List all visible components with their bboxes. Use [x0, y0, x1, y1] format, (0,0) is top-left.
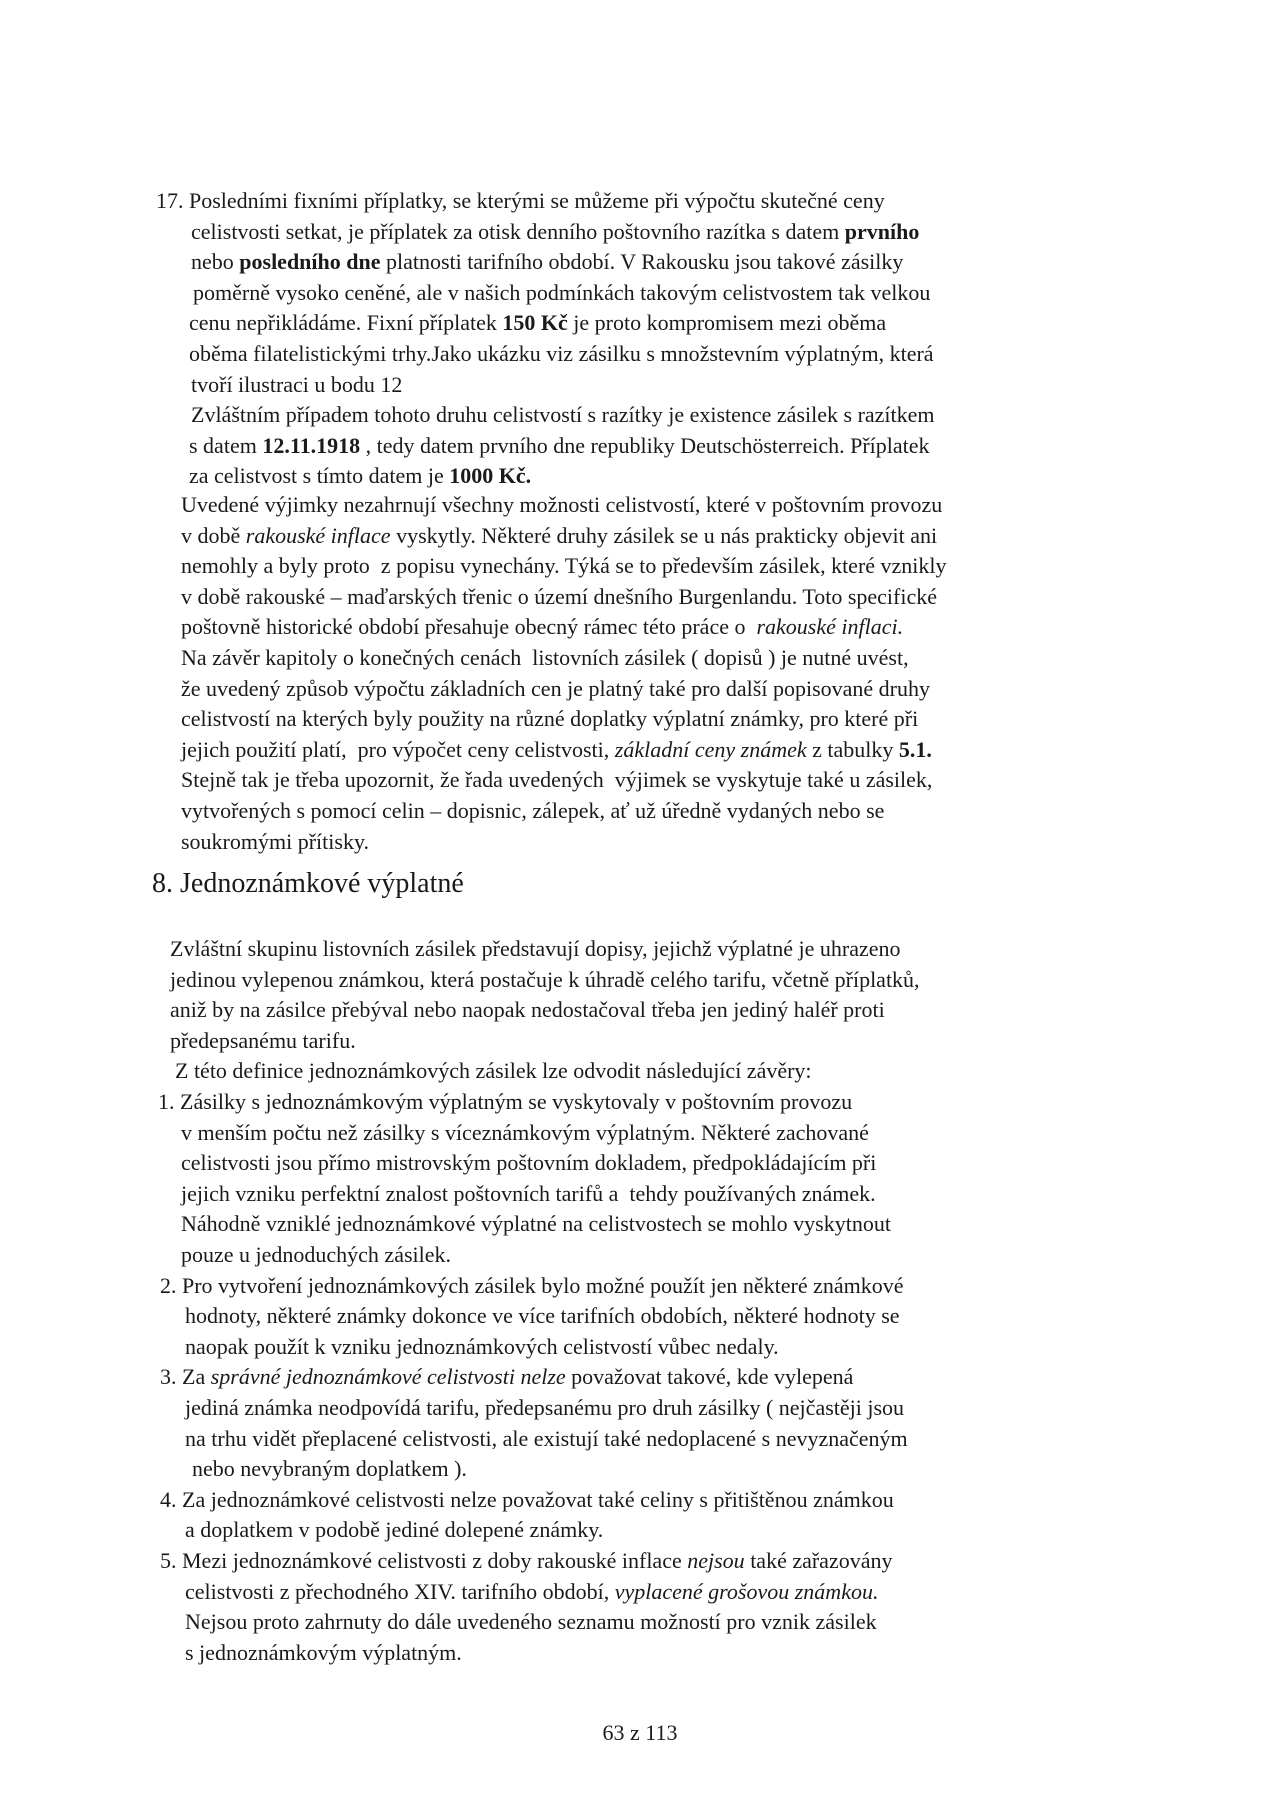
text-line: [181, 551, 947, 581]
text-run: aniž by na zásilce přebýval nebo naopak nedostačoval třeba jen jediný haléř proti: [170, 997, 885, 1022]
text-run: poměrně vysoko ceněné, ale v našich podmínkách takovým celistvostem tak velkou: [193, 280, 931, 305]
text-line: [170, 934, 901, 964]
text-run: vytvořených s pomocí celin – dopisnic, zálepek, ať už úředně vydaných nebo se: [181, 798, 885, 823]
text-line: [185, 1515, 603, 1545]
text-run: vyplacené grošovou známkou.: [614, 1579, 879, 1604]
text-run: nejsou: [687, 1548, 745, 1573]
text-run: a doplatkem v podobě jediné dolepené známky.: [185, 1517, 604, 1542]
text-run: poštovně historické období přesahuje obecný rámec této práce o: [181, 614, 757, 639]
text-line: [181, 796, 884, 826]
text-line: [181, 1118, 869, 1148]
text-run: Z této definice jednoznámkových zásilek lze odvodit následující závěry:: [175, 1058, 812, 1083]
text-line: [160, 1485, 894, 1515]
text-line: [181, 1209, 891, 1239]
text-run: Zvláštní skupinu listovních zásilek představují dopisy, jejichž výplatné je uhrazeno: [170, 936, 901, 961]
text-run: správné jednoznámkové celistvosti nelze: [210, 1364, 566, 1389]
text-run: naopak použít k vzniku jednoznámkových celistvostí vůbec nedaly.: [185, 1334, 779, 1359]
text-run: celistvosti z přechodného XIV. tarifního období,: [185, 1579, 615, 1604]
page-number: 63 z 113: [602, 1720, 678, 1745]
text-run: považovat takové, kde vylepená: [565, 1364, 854, 1389]
text-line: [181, 1179, 876, 1209]
text-line: [181, 582, 937, 612]
text-line: [189, 308, 886, 338]
text-line: [170, 995, 885, 1025]
text-line: [185, 1332, 779, 1362]
text-run: pouze u jednoduchých zásilek.: [181, 1242, 452, 1267]
text-line: [158, 1087, 852, 1117]
text-run: jedinou vylepenou známkou, která postačuje k úhradě celého tarifu, včetně příplatků,: [170, 967, 920, 992]
text-line: [189, 339, 934, 369]
text-run: vyskytly. Některé druhy zásilek se u nás prakticky objevit ani: [390, 523, 938, 548]
text-line: [160, 1546, 892, 1576]
text-run: nebo: [191, 249, 240, 274]
text-run: v menším počtu než zásilky s víceznámkovým výplatným. Některé zachované: [181, 1120, 869, 1145]
text-line: [181, 1148, 876, 1178]
text-run: za celistvost s tímto datem je: [189, 463, 450, 488]
text-run: 4. Za jednoznámkové celistvosti nelze považovat také celiny s přitištěnou známkou: [160, 1487, 894, 1512]
text-line: [185, 1638, 462, 1668]
text-run: rakouské inflace: [245, 523, 391, 548]
text-line: [181, 827, 369, 857]
text-run: oběma filatelistickými trhy.Jako ukázku viz zásilku s množstevním výplatným, která: [189, 341, 934, 366]
text-run: 17. Posledními fixními příplatky, se kterými se můžeme při výpočtu skutečné ceny: [156, 188, 885, 213]
text-run: soukromými přítisky.: [181, 829, 370, 854]
text-line: [191, 247, 903, 277]
text-line: [192, 1454, 467, 1484]
text-run: Uvedené výjimky nezahrnují všechny možnosti celistvostí, které v poštovním provozu: [181, 492, 943, 517]
text-run: 2. Pro vytvoření jednoznámkových zásilek bylo možné použít jen některé známkové: [160, 1273, 904, 1298]
text-run: nemohly a byly proto z popisu vynechány. Týká se to především zásilek, které vznikly: [181, 553, 947, 578]
text-run: na trhu vidět přeplacené celistvosti, ale existují také nedoplacené s nevyznačeným: [185, 1426, 908, 1451]
text-run: základní ceny známek: [614, 737, 807, 762]
text-line: [170, 965, 920, 995]
text-run: Stejně tak je třeba upozornit, že řada uvedených výjimek se vyskytuje také u zásilek,: [181, 767, 933, 792]
text-run: 1. Zásilky s jednoznámkovým výplatným se vyskytovaly v poštovním provozu: [158, 1089, 853, 1114]
text-run: hodnoty, některé známky dokonce ve více tarifních obdobích, některé hodnoty se: [185, 1303, 900, 1328]
text-line: [185, 1577, 878, 1607]
text-line: [185, 1393, 904, 1423]
text-run: celistvostí na kterých byly použity na různé doplatky výplatní známky, pro které při: [181, 706, 919, 731]
text-run: s jednoznámkovým výplatným.: [185, 1640, 462, 1665]
text-line: [160, 1362, 853, 1392]
text-run: jediná známka neodpovídá tarifu, předepsanému pro druh zásilky ( nejčastěji jsou: [185, 1395, 905, 1420]
text-line: [181, 643, 909, 673]
text-run: jejich vzniku perfektní znalost poštovních tarifů a tehdy používaných známek.: [181, 1181, 876, 1206]
text-line: [160, 1271, 904, 1301]
text-run: s datem: [189, 433, 263, 458]
text-run: také zařazovány: [744, 1548, 893, 1573]
text-run: Zvláštním případem tohoto druhu celistvostí s razítky je existence zásilek s razítkem: [191, 402, 935, 427]
text-run: Na závěr kapitoly o konečných cenách listovních zásilek ( dopisů ) je nutné uvést,: [181, 645, 909, 670]
text-run: platnosti tarifního období. V Rakousku jsou takové zásilky: [380, 249, 904, 274]
text-line: [170, 1026, 356, 1056]
text-run: že uvedený způsob výpočtu základních cen je platný také pro další popisované druhy: [181, 676, 930, 701]
text-run: cenu nepřikládáme. Fixní příplatek: [189, 310, 503, 335]
text-run: tvoří ilustraci u bodu 12: [191, 372, 403, 397]
text-line: [185, 1424, 908, 1454]
text-line: [181, 521, 937, 551]
text-run: je proto kompromisem mezi oběma: [567, 310, 887, 335]
text-line: [191, 217, 919, 247]
text-line: [181, 765, 932, 795]
text-run: 12.11.1918: [262, 433, 361, 458]
text-line: [181, 612, 903, 642]
text-line: [181, 735, 932, 765]
text-line: [181, 490, 942, 520]
text-run: 3. Za: [160, 1364, 211, 1389]
text-line: [189, 461, 531, 491]
text-line: [193, 278, 930, 308]
text-line: [156, 186, 885, 216]
text-run: rakouské inflaci.: [756, 614, 904, 639]
text-line: [185, 1607, 877, 1637]
text-run: celistvosti setkat, je příplatek za otisk denního poštovního razítka s datem: [191, 219, 845, 244]
text-run: v době rakouské – maďarských třenic o území dnešního Burgenlandu. Toto specifické: [181, 584, 938, 609]
text-run: 150 Kč: [502, 310, 568, 335]
text-line: [175, 1056, 812, 1086]
text-run: předepsanému tarifu.: [170, 1028, 356, 1053]
text-run: posledního dne: [239, 249, 381, 274]
text-run: z tabulky: [806, 737, 899, 762]
text-run: Nejsou proto zahrnuty do dále uvedeného seznamu možností pro vznik zásilek: [185, 1609, 877, 1634]
text-run: 5. Mezi jednoznámkové celistvosti z doby rakouské inflace: [160, 1548, 688, 1573]
text-run: celistvosti jsou přímo mistrovským poštovním dokladem, předpokládajícím při: [181, 1150, 877, 1175]
text-line: [181, 1240, 451, 1270]
text-line: [181, 704, 918, 734]
text-run: v době: [181, 523, 246, 548]
section-heading: 8. Jednoznámkové výplatné: [152, 868, 464, 899]
text-run: jejich použití platí, pro výpočet ceny celistvosti,: [181, 737, 615, 762]
text-line: [189, 431, 930, 461]
text-run: prvního: [844, 219, 920, 244]
text-line: [185, 1301, 900, 1331]
text-run: 5.1.: [898, 737, 932, 762]
text-line: [191, 400, 935, 430]
text-run: , tedy datem prvního dne republiky Deutschösterreich. Příplatek: [360, 433, 930, 458]
text-line: [191, 370, 402, 400]
text-line: [181, 674, 930, 704]
text-run: nebo nevybraným doplatkem ).: [192, 1456, 467, 1481]
text-run: Náhodně vzniklé jednoznámkové výplatné na celistvostech se mohlo vyskytnout: [181, 1211, 891, 1236]
text-run: 1000 Kč.: [449, 463, 532, 488]
